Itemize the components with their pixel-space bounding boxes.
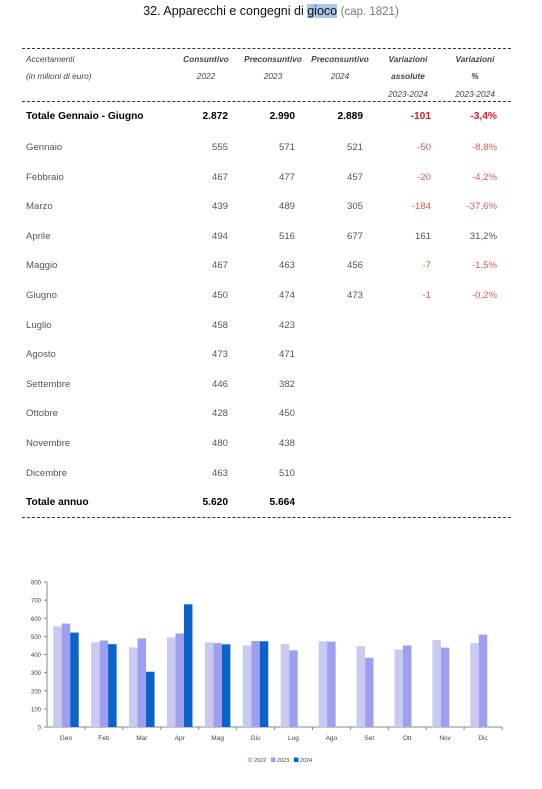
x-tick-label: Ott	[402, 735, 412, 742]
cell-pct-change: -3,4%	[470, 111, 497, 122]
bar-2022	[281, 644, 290, 727]
cell-pct-change: -1,5%	[471, 260, 497, 272]
cell-2024: 677	[346, 230, 363, 242]
bar-2022	[357, 646, 366, 727]
row-label: Febbraio	[26, 171, 64, 183]
header-col2-line1: Preconsuntivo	[244, 54, 302, 64]
y-tick-label: 500	[30, 634, 41, 641]
cell-pct-change: -8,8%	[471, 142, 497, 153]
bar-2024	[108, 644, 117, 727]
x-tick-label: Feb	[98, 735, 110, 742]
bar-2023	[479, 635, 488, 727]
table-top-divider	[22, 48, 511, 49]
cell-pct-change: 31,2%	[469, 230, 497, 242]
cell-2023: 423	[278, 319, 295, 331]
title-text: 32. Apparecchi e congegni di	[143, 4, 308, 18]
cell-pct-change: -0,2%	[471, 290, 497, 301]
y-tick-label: 0	[37, 725, 41, 732]
cell-2023: 474	[278, 290, 295, 301]
bar-2022	[470, 643, 479, 727]
cell-2024: 473	[346, 290, 363, 301]
header-col5-line1: Variazioni	[455, 54, 495, 64]
table-bottom-divider	[22, 517, 511, 518]
bar-2022	[243, 645, 252, 727]
bar-2022	[394, 649, 403, 727]
row-label: Giugno	[26, 290, 57, 301]
cell-2023: 463	[278, 260, 295, 272]
x-tick-label: Dic	[478, 735, 488, 742]
x-tick-label: Gen	[59, 735, 73, 742]
cell-2022: 428	[211, 408, 228, 420]
bar-2024	[184, 604, 193, 727]
y-tick-label: 700	[30, 598, 41, 605]
cell-pct-change: -37,6%	[466, 201, 497, 213]
cell-2024: 2.889	[337, 111, 363, 122]
header-col2-line2: 2023	[263, 71, 283, 81]
row-label: Totale annuo	[26, 497, 89, 508]
cell-2023: 450	[278, 408, 295, 420]
table-row	[0, 231, 542, 247]
x-tick-label: Ago	[325, 735, 338, 742]
header-col4-line3: 2023-2024	[388, 89, 428, 99]
table-row	[0, 260, 542, 276]
bar-2023	[100, 641, 109, 727]
x-tick-label: Apr	[174, 735, 185, 742]
bar-2023	[175, 633, 184, 727]
cell-abs-change: -184	[411, 201, 431, 213]
cell-abs-change: -101	[410, 111, 431, 122]
bar-2022	[167, 637, 176, 727]
row-label: Gennaio	[26, 142, 63, 153]
bar-2022	[91, 642, 100, 727]
chapter-label: (cap. 1821)	[340, 6, 399, 18]
header-divider	[22, 101, 511, 102]
header-col1-line2: 2022	[196, 71, 216, 81]
cell-2023: 571	[278, 142, 295, 153]
page-title	[0, 4, 542, 18]
cell-2023: 489	[278, 201, 295, 213]
cell-2022: 480	[211, 438, 228, 449]
bar-2022	[129, 647, 138, 727]
table-row	[0, 320, 542, 336]
bar-2023	[441, 648, 450, 727]
bar-2022	[205, 642, 214, 727]
x-tick-label: Nov	[439, 735, 451, 742]
y-tick-label: 400	[30, 653, 41, 659]
y-tick-label: 200	[30, 689, 41, 696]
table-row	[0, 201, 542, 217]
x-tick-label: Mar	[136, 735, 148, 742]
bar-2024	[70, 633, 79, 727]
x-tick-label: Lug	[288, 735, 299, 742]
table-row	[0, 142, 542, 158]
legend-label-2023: 2023	[277, 758, 290, 764]
row-label: Agosto	[26, 349, 56, 361]
cell-2024: 305	[346, 201, 363, 213]
bar-2023	[365, 658, 374, 727]
x-tick-label: Mag	[211, 735, 224, 742]
cell-pct-change: -4,2%	[471, 171, 497, 183]
table-row	[0, 468, 542, 484]
cell-abs-change: 161	[414, 230, 431, 242]
cell-2023: 510	[278, 467, 295, 479]
cell-2023: 516	[278, 230, 295, 242]
header-col3-line1: Preconsuntivo	[311, 54, 369, 64]
cell-2022: 467	[211, 171, 228, 183]
cell-abs-change: -1	[422, 290, 431, 301]
table-row-total-year	[0, 497, 542, 513]
bar-2023	[289, 650, 298, 727]
cell-abs-change: -50	[417, 142, 431, 153]
x-tick-label: Set	[364, 735, 375, 742]
bar-2023	[138, 638, 147, 727]
header-label-1: Accertamenti	[26, 54, 75, 64]
bar-2023	[213, 643, 222, 727]
bar-2022	[319, 641, 328, 727]
cell-2023: 471	[278, 349, 295, 361]
legend-swatch-2023	[271, 758, 276, 763]
header-col4-line1: Variazioni	[388, 54, 428, 64]
cell-2022: 467	[211, 260, 228, 272]
cell-abs-change: -20	[417, 171, 431, 183]
cell-2023: 438	[278, 438, 295, 449]
cell-2022: 446	[211, 378, 228, 390]
cell-2022: 555	[211, 142, 228, 153]
cell-2023: 5.664	[269, 497, 295, 508]
row-label: Totale Gennaio - Giugno	[26, 111, 144, 122]
legend-label-2024: 2024	[300, 758, 313, 764]
cell-2022: 463	[211, 467, 228, 479]
cell-2022: 5.620	[202, 497, 228, 508]
monthly-bar-chart	[0, 570, 542, 780]
cell-2022: 473	[211, 349, 228, 361]
bar-2023	[62, 624, 70, 727]
cell-2023: 382	[278, 378, 295, 390]
cell-2022: 494	[211, 230, 228, 242]
table-row	[0, 172, 542, 188]
legend-swatch-2024	[294, 758, 299, 763]
cell-2023: 477	[278, 171, 295, 183]
table-row	[0, 379, 542, 395]
cell-2022: 439	[211, 201, 228, 213]
cell-2024: 457	[346, 171, 363, 183]
bar-2024	[260, 641, 269, 727]
row-label: Aprile	[26, 230, 51, 242]
table-row	[0, 438, 542, 454]
header-col5-line2: %	[471, 71, 479, 81]
bar-2023	[403, 645, 412, 727]
header-col3-line2: 2024	[330, 71, 350, 81]
header-col4-line2: assolute	[391, 71, 425, 81]
row-label: Dicembre	[26, 467, 68, 479]
row-label: Marzo	[26, 201, 53, 213]
row-label: Settembre	[26, 378, 71, 390]
table-row	[0, 408, 542, 424]
cell-2024: 521	[346, 142, 363, 153]
header-col5-line3: 2023-2024	[455, 89, 495, 99]
x-tick-label: Giu	[250, 735, 261, 742]
bar-2023	[327, 642, 336, 727]
header-col1-line1: Consuntivo	[183, 54, 229, 64]
cell-2022: 458	[211, 319, 228, 331]
cell-2022: 2.872	[202, 111, 228, 122]
cell-abs-change: -7	[422, 260, 431, 272]
row-label: Luglio	[26, 319, 52, 331]
bar-2024	[146, 672, 155, 727]
row-label: Maggio	[26, 260, 58, 272]
table-row-total-half	[0, 111, 542, 127]
row-label: Novembre	[26, 438, 71, 449]
title-highlight: gioco	[307, 4, 338, 18]
bar-2022	[53, 626, 62, 727]
bar-2024	[222, 644, 231, 727]
legend-label-2022: 2022	[254, 758, 267, 764]
y-tick-label: 100	[30, 707, 41, 714]
legend-swatch-2022	[248, 758, 253, 763]
y-tick-label: 300	[30, 671, 41, 678]
y-tick-label: 600	[30, 616, 41, 623]
table-row	[0, 290, 542, 306]
bar-2023	[251, 641, 260, 727]
y-tick-label: 800	[30, 580, 41, 587]
header-label-2: (in milioni di euro)	[26, 71, 92, 81]
bar-2022	[432, 640, 441, 727]
cell-2023: 2.990	[269, 111, 295, 122]
cell-2022: 450	[211, 290, 228, 301]
cell-2024: 456	[346, 260, 363, 272]
row-label: Ottobre	[26, 408, 58, 420]
table-row	[0, 349, 542, 365]
